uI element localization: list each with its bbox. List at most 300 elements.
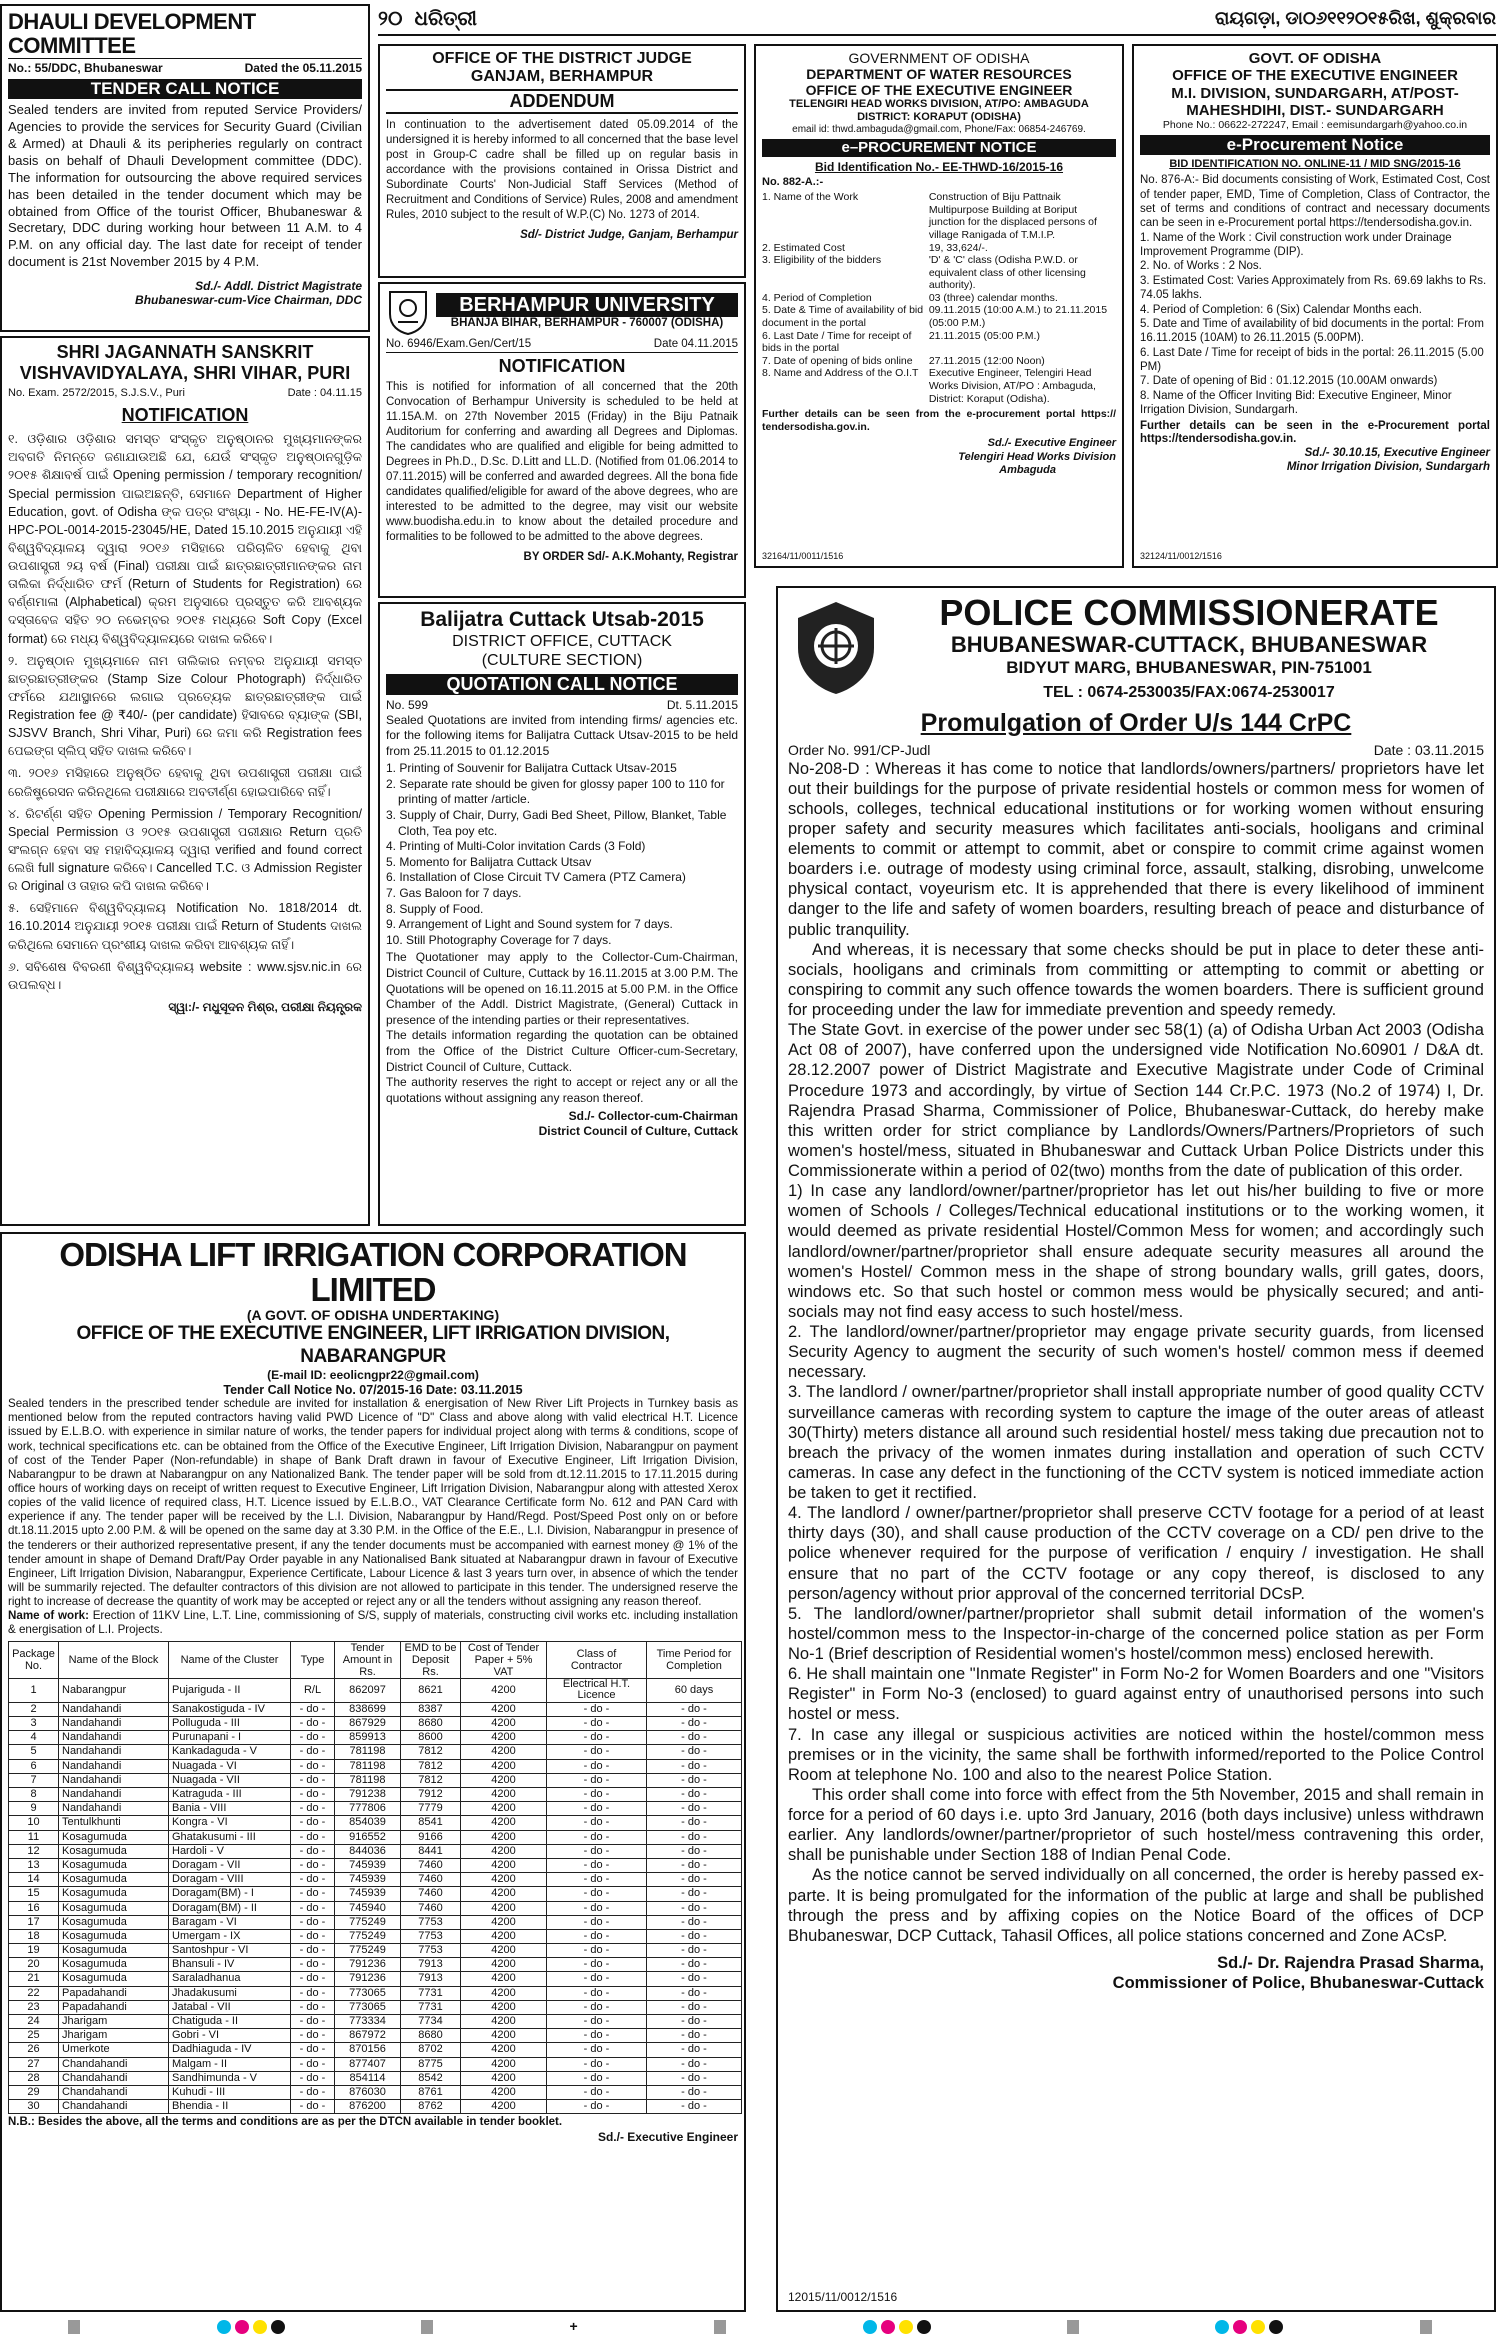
water-l2: DEPARTMENT OF WATER RESOURCES [806, 66, 1072, 83]
table-cell: 870156 [335, 2043, 401, 2057]
balijatra-sig2: District Council of Culture, Cuttack [538, 1123, 738, 1138]
table-cell: 791238 [335, 1788, 401, 1802]
judge-signature: Sd/- District Judge, Ganjam, Berhampur [520, 228, 738, 241]
gray-block [1420, 2320, 1432, 2334]
print-registration-strip [0, 2318, 1500, 2335]
table-cell: 8542 [401, 2071, 461, 2085]
table-cell: - do - [547, 2029, 647, 2043]
table-row [9, 2043, 742, 2057]
table-row [9, 1972, 742, 1986]
balijatra-quotation-ad [378, 602, 746, 1226]
water-contact: email id: thwd.ambaguda@gmail.com, Phone/Fax: 06854-246769. [792, 123, 1086, 135]
table-cell: 4200 [461, 2029, 547, 2043]
color-dots [1215, 2320, 1283, 2334]
table-cell: Malgam - II [169, 2057, 291, 2071]
table-row [9, 1830, 742, 1844]
table-cell: - do - [547, 2000, 647, 2014]
table-row [9, 1858, 742, 1872]
table-cell: 775249 [335, 1929, 401, 1943]
table-cell: 844036 [335, 1844, 401, 1858]
balijatra-para-2: The details information regarding the quotation can be obtained from the Office of the District Culture Officer-cum-Secretary, District Council of Culture, Cuttack. [386, 1028, 738, 1074]
table-cell: 775249 [335, 1944, 401, 1958]
table-cell: Nuagada - VI [169, 1759, 291, 1773]
table-cell: 773065 [335, 2000, 401, 2014]
water-sig2: Telengiri Head Works Division [958, 450, 1116, 463]
sanskrit-signature: ସ୍ୱା:/- ମଧୁସୂଦନ ମିଶ୍ର, ପରୀକ୍ଷା ନିୟନ୍ତ୍ରକ [168, 999, 362, 1014]
table-row [9, 2071, 742, 2085]
table-cell: - do - [291, 2000, 335, 2014]
order-paragraph: 7. In case any illegal or suspicious activities are noticed within the hostel/common mess premises or in the vicinity, the same shall be forthwith informed/reported to the Police Control Room at telephone No. 100 and also to the nearest Police Station. [788, 1725, 1484, 1784]
quotation-item: 3. Supply of Chair, Durry, Gadi Bed Sheet, Pillow, Blanket, Table Cloth, Tea poy etc. [386, 808, 727, 838]
table-cell: 8541 [401, 1816, 461, 1830]
sanskrit-para: ୫. ସେହିମାନେ ବିଶ୍ୱବିଦ୍ୟାଳୟ Notification No. 1818/2014 dt. 16.10.2014 ଅନୁଯାୟୀ ୨୦୧୫ ପରୀକ୍ଷା ପାଇଁ Return of Students ଦାଖଲ କରିଥିଲେ ସେମାନେ ପ୍ରଂଶୀୟ ଦାଖଲ କରିବା ଆବଶ୍ୟକ ନାହିଁ। [8, 901, 362, 952]
table-cell: 4200 [461, 2043, 547, 2057]
water-l5: DISTRICT: KORAPUT (ODISHA) [857, 110, 1021, 123]
table-cell: Kosagumuda [59, 1830, 169, 1844]
table-cell: 7913 [401, 1972, 461, 1986]
table-cell: - do - [547, 1844, 647, 1858]
balijatra-para-1: The Quotationer may apply to the Collector-Cum-Chairman, District Council of Culture, Cuttack by 16.11.2015 at 3.00 P.M. The Quotations will be opened on 16.11.2015 at 5.00 P.M. in the Office Chamber of the Addl. District Magistrate, (General) Cuttack in presence of the intending parties or their representatives. [386, 950, 738, 1027]
table-cell: - do - [291, 2057, 335, 2071]
table-cell: Nandahandi [59, 1731, 169, 1745]
table-cell: - do - [647, 1745, 742, 1759]
work-detail-row: 2. Estimated Cost 19, 33,624/-. [762, 241, 988, 254]
table-cell: - do - [647, 1717, 742, 1731]
dhauli-date: Dated the 05.11.2015 [244, 61, 362, 76]
table-cell: - do - [647, 1986, 742, 2000]
table-cell: 4 [9, 1731, 59, 1745]
table-cell: 25 [9, 2029, 59, 2043]
table-cell: Doragam - VIII [169, 1873, 291, 1887]
table-row [9, 2029, 742, 2043]
table-cell: - do - [547, 1816, 647, 1830]
work-detail-row: 1. Name of the Work Construction of Biju Pattnaik Multipurpose Building at Boriput junction for the displaced persons of village Ranigada of T.M.I.P. [762, 191, 1097, 241]
table-cell: - do - [647, 1802, 742, 1816]
column-header: Package No. [9, 1641, 59, 1678]
balijatra-title: Balijatra Cuttack Utsab-2015 [420, 608, 704, 631]
table-cell: 14 [9, 1873, 59, 1887]
column-header: Cost of Tender Paper + 5% VAT [461, 1641, 547, 1678]
quotation-item: 6. Installation of Close Circuit TV Camera (PTZ Camera) [386, 870, 686, 885]
table-cell: 4200 [461, 1759, 547, 1773]
table-row [9, 1759, 742, 1773]
table-cell: Ghatakusumi - III [169, 1830, 291, 1844]
table-cell: - do - [547, 1944, 647, 1958]
table-cell: 777806 [335, 1802, 401, 1816]
mi-l4: MAHESHDIHI, DIST.- SUNDARGARH [1186, 101, 1444, 119]
table-cell: Santoshpur - VI [169, 1944, 291, 1958]
table-cell: - do - [547, 1887, 647, 1901]
table-cell: - do - [547, 1873, 647, 1887]
table-cell: 7913 [401, 1958, 461, 1972]
table-cell: Polluguda - III [169, 1717, 291, 1731]
table-cell: Tentulkhunti [59, 1816, 169, 1830]
table-cell: - do - [291, 1929, 335, 1943]
column-header: Tender Amount in Rs. [335, 1641, 401, 1678]
water-l3: OFFICE OF THE EXECUTIVE ENGINEER [805, 82, 1073, 99]
table-cell: 4200 [461, 1887, 547, 1901]
work-detail-row: 6. Last Date / Time for receipt of bids in the portal 21.11.2015 (05:00 P.M.) [762, 329, 1040, 355]
water-l4: TELENGIRI HEAD WORKS DIVISION, AT/PO: AMBAGUDA [789, 98, 1089, 111]
table-row [9, 1802, 742, 1816]
table-cell: 859913 [335, 1731, 401, 1745]
dhauli-no: No.: 55/DDC, Bhubaneswar [8, 61, 163, 76]
table-cell: - do - [291, 1717, 335, 1731]
table-cell: 4200 [461, 1944, 547, 1958]
color-dots [217, 2320, 285, 2334]
table-cell: 27 [9, 2057, 59, 2071]
table-cell: - do - [647, 1702, 742, 1716]
yellow-dot [253, 2320, 267, 2334]
dhauli-tender-ad [0, 4, 370, 332]
table-cell: Kankadaguda - V [169, 1745, 291, 1759]
table-cell: 4200 [461, 1972, 547, 1986]
water-sig1: Sd./- Executive Engineer [987, 437, 1116, 450]
table-cell: 781198 [335, 1759, 401, 1773]
table-cell: 4200 [461, 1844, 547, 1858]
police-title: POLICE COMMISSIONERATE [939, 592, 1439, 633]
work-detail-row: 3. Eligibility of the bidders 'D' & 'C' class (Odisha P.W.D. or equivalent class of other licensing authority). [762, 254, 1086, 292]
police-order-date: Date : 03.11.2015 [1373, 741, 1484, 758]
black-dot [917, 2320, 931, 2334]
mi-item: 5. Date and Time of availability of bid documents in the portal: From 16.11.2015 (10AM) to 26.11.2015 (5.00PM). [1140, 317, 1484, 345]
table-cell: Nandahandi [59, 1802, 169, 1816]
table-cell: 26 [9, 2043, 59, 2057]
table-cell: 791236 [335, 1972, 401, 1986]
sanskrit-para: ୩. ୨୦୧୬ ମସିହାରେ ଅନୁଷ୍ଠିତ ହେବାକୁ ଥିବା ଉପଶାସ୍ତ୍ରୀ ପରୀକ୍ଷା ପାଇଁ ରେଜିଷ୍ଟ୍ରେସନ କରିନଥିଲେ ପରୀକ୍ଷାରେ ଅବତୀର୍ଣ୍ଣ ହୋଇପାରିବେ ନାହିଁ। [8, 766, 362, 799]
table-cell: 4200 [461, 2000, 547, 2014]
table-cell: Kosagumuda [59, 1858, 169, 1872]
table-cell: Nandahandi [59, 1773, 169, 1787]
table-cell: 4200 [461, 1901, 547, 1915]
table-cell: - do - [647, 1887, 742, 1901]
table-row [9, 1731, 742, 1745]
table-cell: - do - [547, 1745, 647, 1759]
table-row [9, 2057, 742, 2071]
mi-sig2: Minor Irrigation Division, Sundargarh [1286, 460, 1490, 473]
table-cell: - do - [547, 1773, 647, 1787]
balijatra-para-3: The authority reserves the right to accept or reject any or all the quotations without assigning any reason thereof. [386, 1075, 738, 1105]
order-paragraph: 4. The landlord / owner/partner/proprietor shall preserve CCTV footage for a period of at least thirty days (30), and shall cause production of the CCTV coverage on a CD/ pen drive to the police whenever required for the purpose of verification / enquiry / investigation. He shall ensure that no part of the CCTV footage or any copy thereof, is disclosed to any person/agency without prior approval of the concerned territorial DCsP. [788, 1504, 1484, 1603]
police-subtitle: BHUBANESWAR-CUTTACK, BHUBANESWAR [950, 631, 1428, 657]
black-dot [1269, 2320, 1283, 2334]
table-cell: Kosagumuda [59, 1887, 169, 1901]
table-cell: - do - [547, 1731, 647, 1745]
table-cell: - do - [647, 2071, 742, 2085]
mi-item: 2. No. of Works : 2 Nos. [1140, 260, 1262, 273]
dhauli-heading: TENDER CALL NOTICE [8, 79, 362, 99]
table-cell: Chandahandi [59, 2100, 169, 2114]
balijatra-no: No. 599 [386, 698, 429, 713]
table-cell: Sanakostiguda - IV [169, 1702, 291, 1716]
olic-office: OFFICE OF THE EXECUTIVE ENGINEER, LIFT IRRIGATION DIVISION, NABARANGPUR [76, 1323, 670, 1368]
table-cell: 23 [9, 2000, 59, 2014]
berhampur-date: Date 04.11.2015 [653, 338, 738, 350]
table-row [9, 2000, 742, 2014]
table-cell: - do - [291, 1887, 335, 1901]
table-row [9, 1958, 742, 1972]
mi-item: 3. Estimated Cost: Varies Approximately from Rs. 69.69 lakhs to Rs. 74.05 lakhs. [1140, 274, 1487, 302]
berhampur-heading: NOTIFICATION [498, 355, 626, 376]
balijatra-heading: QUOTATION CALL NOTICE [386, 674, 738, 696]
magenta-dot [1233, 2320, 1247, 2334]
gray-block [68, 2320, 80, 2334]
table-cell: - do - [291, 1745, 335, 1759]
order-paragraph: 1) In case any landlord/owner/partner/proprietor has let out his/her building to five or more women of Schools / Colleges/Technical educational institutions or to the working women, it would deemed as private residential Hostel/Common Mess for women; and accordingly such landlord/owner/partner/proprietor shall ensure adequate security measures all around the women's Hostel/ Common mess in the shape of strong boundary walls, grill gates, doors, windows etc. So that such hostel or common mess would be physically secured; and anti-socials may not find easy access to such hostel/mess. [788, 1182, 1484, 1321]
olic-email: (E-mail ID: eeolicngpr22@gmail.com) [267, 1367, 479, 1382]
table-cell: 8441 [401, 1844, 461, 1858]
table-cell: - do - [291, 1773, 335, 1787]
table-cell: Nandahandi [59, 1702, 169, 1716]
quotation-item: 1. Printing of Souvenir for Balijatra Cuttack Utsav-2015 [386, 761, 677, 776]
paper-name: ଧରିତ୍ରୀ [414, 8, 477, 30]
table-cell: Nandahandi [59, 1759, 169, 1773]
table-cell: - do - [547, 2043, 647, 2057]
table-row [9, 1986, 742, 2000]
balijatra-sub-2: (CULTURE SECTION) [481, 652, 643, 670]
order-paragraph: 2. The landlord/owner/partner/proprietor may engage private security guards, from licensed Security Agency to augment the security of such women's hostel/ common mess if deemed necessary. [788, 1323, 1484, 1382]
sanskrit-title-2: VISHVAVIDYALAYA, SHRI VIHAR, PURI [19, 362, 351, 383]
table-cell: - do - [647, 2015, 742, 2029]
table-cell: 4200 [461, 1873, 547, 1887]
olic-work: Erection of 11KV Line, L.T. Line, commissioning of S/S, supply of materials, constructing civil works etc. including installation & energisation of L.I. Projects. [8, 1609, 738, 1637]
table-cell: 10 [9, 1816, 59, 1830]
quotation-item: 5. Momento for Balijatra Cuttack Utsav [386, 854, 592, 869]
quotation-item: 4. Printing of Multi-Color invitation Cards (3 Fold) [386, 839, 646, 854]
yellow-dot [1251, 2320, 1265, 2334]
table-cell: - do - [291, 1873, 335, 1887]
table-cell: - do - [547, 1915, 647, 1929]
table-cell: Chatiguda - II [169, 2015, 291, 2029]
table-cell: 7912 [401, 1788, 461, 1802]
table-cell: Kosagumuda [59, 1873, 169, 1887]
table-cell: 8762 [401, 2100, 461, 2114]
table-cell: 2 [9, 1702, 59, 1716]
dateline: ରାୟଗଡ଼ା, ଡା୦୬୧୧୨୦୧୫ରିଖ, ଶୁକ୍ରବାର [1214, 8, 1496, 29]
table-cell: 854114 [335, 2071, 401, 2085]
table-cell: - do - [647, 1958, 742, 1972]
table-cell: Hardoli - V [169, 1844, 291, 1858]
table-cell: 4200 [461, 1915, 547, 1929]
table-cell: Jhadakusumi [169, 1986, 291, 2000]
mi-bid-id: BID IDENTIFICATION NO. ONLINE-11 / MID SNG/2015-16 [1169, 157, 1461, 170]
table-cell: Doragam(BM) - I [169, 1887, 291, 1901]
table-cell: 867972 [335, 2029, 401, 2043]
table-cell: 7731 [401, 2000, 461, 2014]
table-cell: 9 [9, 1802, 59, 1816]
table-row [9, 1915, 742, 1929]
table-cell: - do - [291, 1731, 335, 1745]
table-cell: - do - [647, 1858, 742, 1872]
balijatra-sig1: Sd./- Collector-cum-Chairman [568, 1109, 738, 1124]
table-cell: 838699 [335, 1702, 401, 1716]
police-address: BIDYUT MARG, BHUBANESWAR, PIN-751001 [1006, 658, 1372, 678]
mi-intro: No. 876-A:- Bid documents consisting of Work, Estimated Cost, Cost of tender paper, EMD, Time of Completion, Class of Contractor, the set of terms and conditions of contract and necessary documents can be seen in e-Procurement portal https://tendersodisha.gov.in. [1140, 174, 1490, 230]
table-cell: 7460 [401, 1858, 461, 1872]
table-row [9, 1745, 742, 1759]
color-dots [863, 2320, 931, 2334]
sanskrit-para: ୪. ରିଟର୍ଣ୍ଣ ସହିତ Opening Permission / Temporary Recognition/ Special Permission ଓ ୨୦୧୫ ଉପଶାସ୍ତ୍ରୀ ପରୀକ୍ଷାର Return ପ୍ରତି ସଂଲଗ୍ନ ହେବା ସହ ମହାବିଦ୍ୟାଳୟ ଦ୍ୱାରା verified and found correct ଲେଖି full signature କରିବେ। Cancelled T.C. ଓ Admission Register ର Original ଓ ତାହାର କପି ଦାଖଲ କରିବେ। [8, 806, 362, 894]
police-heading: Promulgation of Order U/s 144 CrPC [920, 708, 1352, 737]
sanskrit-no: No. Exam. 2572/2015, S.J.S.V., Puri [8, 387, 185, 400]
table-cell: 17 [9, 1915, 59, 1929]
mi-item: 6. Last Date / Time for receipt of bids in the portal: 26.11.2015 (5.00 PM) [1140, 346, 1484, 374]
judge-body: In continuation to the advertisement dated 05.09.2014 of the undersigned it is hereby informed to all concerned that the base level post in Group-C cadre shall be filled up on regular basis in accordance with the provisions contained in Orissa District and Subordinate Courts' Non-Judicial Staff Services (Method of Recruitment and Conditions of Service) Rules, 2008 and amendment Rules, 2010 subject to the result of W.P.(C) No. 1273 of 2014. [386, 119, 738, 221]
table-cell: 781198 [335, 1745, 401, 1759]
mi-division-ad [1132, 44, 1498, 568]
table-cell: Doragam - VII [169, 1858, 291, 1872]
table-row [9, 1873, 742, 1887]
gray-block [714, 2320, 726, 2334]
table-cell: - do - [547, 1929, 647, 1943]
table-cell: 29 [9, 2085, 59, 2099]
table-cell: - do - [547, 2015, 647, 2029]
page-number: ୨୦ [378, 8, 403, 30]
table-cell: 4200 [461, 2071, 547, 2085]
table-cell: - do - [291, 1816, 335, 1830]
table-cell: 13 [9, 1858, 59, 1872]
table-cell: Nuagada - VII [169, 1773, 291, 1787]
table-cell: Bhansuli - IV [169, 1958, 291, 1972]
table-cell: 8761 [401, 2085, 461, 2099]
district-judge-ad [378, 44, 746, 278]
dhauli-sig2: Bhubaneswar-cum-Vice Chairman, DDC [135, 293, 362, 308]
table-cell: - do - [647, 1788, 742, 1802]
judge-title-2: GANJAM, BERHAMPUR [470, 68, 654, 86]
table-cell: 16 [9, 1901, 59, 1915]
table-cell: Kosagumuda [59, 1929, 169, 1943]
sanskrit-para: ୧. ଓଡ଼ିଶାର ଓଡ଼ିଶାର ସମସ୍ତ ସଂସ୍କୃତ ଅନୁଷ୍ଠାନର ମୁଖ୍ୟମାନଙ୍କର ଅବଗତି ନିମନ୍ତେ ଜଣାଯାଉଅଛି ଯେ, ଯେଉଁ ସଂସ୍କୃତ ଅନୁଷ୍ଠାନଗୁଡ଼ିକ ୨୦୧୫ ଶିକ୍ଷାବର୍ଷ ପାଇଁ Opening permission / temporary recognition/ Special permission ପାଇଅଛନ୍ତି, ସେମାନେ Department of Higher Education, govt. of Odisha ଙ୍କ ପତ୍ର ସଂଖ୍ୟା - No. HE-FE-IV(A)-HPC-POL-0014-2015-23045/HE, Dated 15.10.2015 ଅନୁଯାୟୀ ଏହି ବିଶ୍ୱବିଦ୍ୟାଳୟ ଦ୍ୱାରା ୨୦୧୬ ମସିହାରେ ପରିଚାଳିତ ହେବାକୁ ଥିବା ଉପଶାସ୍ତ୍ରୀ ୨ୟ ବର୍ଷ (Final) ପରୀକ୍ଷା ପାଇଁ ଛାତ୍ରଛାତ୍ରୀମାନଙ୍କର ନାମ ତାଲିକା ନିର୍ଦ୍ଧାରିତ ଫର୍ମ (Return of Students for Registration) ରେ ବର୍ଣ୍ଣମାଳା (Alphabetical) କ୍ରମ ଅନୁସାରେ ପ୍ରସ୍ତୁତ କରି ଆବଶ୍ୟକ ଦସ୍ତାବେଜ ସହିତ ୨୦ ନଭେମ୍ବର ୨୦୧୫ ମଧ୍ୟରେ Soft Copy (Excel format) ରେ ମଧ୍ୟ ବିଶ୍ୱବିଦ୍ୟାଳୟରେ ଦାଖଲ କରିବେ। [8, 432, 362, 646]
table-cell: - do - [547, 1702, 647, 1716]
table-cell: - do - [547, 1830, 647, 1844]
table-cell: 773065 [335, 1986, 401, 2000]
table-cell: - do - [647, 1972, 742, 1986]
mi-sig1: Sd./- 30.10.15, Executive Engineer [1304, 447, 1490, 460]
table-row [9, 1944, 742, 1958]
cyan-dot [1215, 2320, 1229, 2334]
table-cell: Kuhudi - III [169, 2085, 291, 2099]
balijatra-sub-1: DISTRICT OFFICE, CUTTACK [452, 633, 672, 651]
table-cell: - do - [647, 1901, 742, 1915]
table-cell: 30 [9, 2100, 59, 2114]
table-cell: 916552 [335, 1830, 401, 1844]
water-sig3: Ambaguda [999, 463, 1056, 476]
quotation-item: 10. Still Photography Coverage for 7 days. [386, 932, 612, 947]
olic-tcn: Tender Call Notice No. 07/2015-16 Date: 03.11.2015 [223, 1382, 523, 1397]
water-bid-id: Bid Identification No.- EE-THWD-16/2015-16 [814, 159, 1064, 174]
sanskrit-title-1: SHRI JAGANNATH SANSKRIT [56, 342, 314, 362]
table-cell: Papadahandi [59, 1986, 169, 2000]
table-row [9, 1929, 742, 1943]
table-cell: - do - [291, 1944, 335, 1958]
police-order-no: Order No. 991/CP-Judl [788, 741, 931, 758]
table-cell: - do - [291, 2071, 335, 2085]
yellow-dot [899, 2320, 913, 2334]
table-cell: Kosagumuda [59, 1844, 169, 1858]
table-cell: 745939 [335, 1858, 401, 1872]
table-cell: - do - [647, 2085, 742, 2099]
table-cell: 7753 [401, 1944, 461, 1958]
cyan-dot [863, 2320, 877, 2334]
table-cell: 745939 [335, 1873, 401, 1887]
table-cell: - do - [647, 1873, 742, 1887]
table-cell: Chandahandi [59, 2057, 169, 2071]
table-cell: 4200 [461, 2057, 547, 2071]
berhampur-signature: BY ORDER Sd/- A.K.Mohanty, Registrar [523, 550, 738, 563]
order-paragraph: This order shall come into force with effect from the 5th November, 2015 and shall remain in force for a period of 60 days i.e. upto 3rd January, 2016 (both days inclusive) unless withdrawn earlier. Any landlords/owner/partner/proprietor of such hostel/mess contravening this order, shall be punishable under Section 188 of Indian Penal Code. [788, 1785, 1484, 1865]
table-cell: 18 [9, 1929, 59, 1943]
order-paragraph: 5. The landlord/owner/partner/proprietor shall submit detail information of the women's hostel/common mess to the Inspector-in-charge of the concerned police station as per Form No-1 (Brief description of Residential women's hostel/common mess) enclosed herewith. [788, 1604, 1484, 1664]
water-heading: e–PROCUREMENT NOTICE [762, 139, 1116, 157]
column-header: Type [291, 1641, 335, 1678]
table-cell: Papadahandi [59, 2000, 169, 2014]
table-cell: Gobri - VI [169, 2029, 291, 2043]
berhampur-body: This is notified for information of all concerned that the 20th Convocation of Berhampur University is scheduled to be held at 11.15A.M. on 27th November 2015 (Friday) in the Biju Patnaik Auditorium for conferring and awarding all Degrees and Diplomas. The candidates who are qualified and eligible for being admitted to Degrees in Ph.D., D.Sc. D.Litt and LL.D. (Notified from 01.06.2014 to 07.11.2015) will be conferred and awarded degrees. All the bona fide candidates qualified/eligible for award of the above degrees, who are interested to be admitted to the degree, may visit our website www.buodisha.edu.in to know about the detailed procedure and formalities to be followed to be admitted to the above degrees. [386, 381, 738, 543]
table-cell: Nandahandi [59, 1745, 169, 1759]
police-sig2: Commissioner of Police, Bhubaneswar-Cuttack [1112, 1973, 1484, 1992]
sanskrit-heading: NOTIFICATION [121, 404, 249, 425]
table-cell: 4200 [461, 1731, 547, 1745]
berhampur-no: No. 6946/Exam.Gen/Cert/15 [386, 338, 532, 350]
dhauli-title: DHAULI DEVELOPMENT COMMITTEE [8, 10, 362, 59]
table-cell: 7460 [401, 1873, 461, 1887]
police-tel: TEL : 0674-2530035/FAX:0674-2530017 [1043, 683, 1335, 701]
table-cell: 745939 [335, 1887, 401, 1901]
berhampur-address: BHANJA BIHAR, BERHAMPUR - 760007 (ODISHA) [450, 317, 724, 330]
table-cell: - do - [291, 1972, 335, 1986]
olic-work-label: Name of work: [8, 1609, 89, 1623]
quotation-item: 8. Supply of Food. [386, 901, 484, 916]
table-cell: Baragam - VI [169, 1915, 291, 1929]
table-cell: - do - [547, 2085, 647, 2099]
table-cell: Jatabal - VII [169, 2000, 291, 2014]
table-cell: 775249 [335, 1915, 401, 1929]
order-paragraph: The State Govt. in exercise of the power under sec 58(1) (a) of Odisha Urban Act 2003 (Odisha Act 08 of 2007), have conferred upon the undersigned vide Notification No.60901 / D&A dt. 28.12.2007 power of District Magistrate and Executive Magistrate under Code of Criminal Procedure 1973 and accordingly, by virtue of Section 144 Cr.P.C. 1973 (No.2 of 1974) I, Dr. Rajendra Prasad Sharma, Commissioner of Police, Bhubaneswar-Cuttack, do hereby make this written order for strict compliance by Landlords/Owners/Partners/Proprietors of such women's hostel/mess, situated in Bhubaneswar and Cuttack Urban Police Districts under this Commissionerate within a period of 02(two) months from the date of publication of this order. [788, 1021, 1484, 1181]
balijatra-intro: Sealed Quotations are invited from intending firms/ agencies etc. for the following items for Balijatra Cuttack Utsav-2015 to be held from 25.11.2015 to 01.12.2015 [386, 712, 738, 758]
water-l1: GOVERNMENT OF ODISHA [848, 50, 1030, 66]
table-cell: 6 [9, 1759, 59, 1773]
mi-contact: Phone No.: 06622-272247, Email : eemisundargarh@yahoo.co.in [1162, 119, 1468, 131]
table-cell: 11 [9, 1830, 59, 1844]
table-cell: Umerkote [59, 2043, 169, 2057]
table-cell: - do - [291, 1702, 335, 1716]
table-cell: 22 [9, 1986, 59, 2000]
table-cell: 4200 [461, 2100, 547, 2114]
table-cell: Dadhiaguda - IV [169, 2043, 291, 2057]
table-cell: Saraladhanua [169, 1972, 291, 1986]
table-cell: - do - [291, 1901, 335, 1915]
column-header: Time Period for Completion [647, 1641, 742, 1678]
table-cell: Doragam(BM) - II [169, 1901, 291, 1915]
table-cell: 7731 [401, 1986, 461, 2000]
order-paragraph: 3. The landlord / owner/partner/proprietor shall install appropriate number of good quality CCTV surveillance cameras with recording system to capture the image of the outer areas of atleast 30(Thirty) meters distance all around such residential hostel/ mess taking due precaution not to breach the privacy of the women inmates during installation and operation of such CCTV cameras. In case any defect in the functioning of the CCTV system is noticed immediate action be taken to get it rectified. [788, 1383, 1484, 1503]
table-row [9, 1887, 742, 1901]
university-emblem-icon [386, 288, 430, 336]
table-row [9, 1702, 742, 1716]
table-cell: 4200 [461, 1929, 547, 1943]
mi-heading: e-Procurement Notice [1140, 135, 1490, 155]
table-cell: 4200 [461, 1830, 547, 1844]
table-cell: 5 [9, 1745, 59, 1759]
table-cell: 4200 [461, 1958, 547, 1972]
table-cell: 7734 [401, 2015, 461, 2029]
table-cell: - do - [291, 1915, 335, 1929]
table-row [9, 2100, 742, 2114]
table-cell: Nandahandi [59, 1788, 169, 1802]
table-cell: 773334 [335, 2015, 401, 2029]
table-row [9, 1844, 742, 1858]
table-cell: 4200 [461, 1986, 547, 2000]
